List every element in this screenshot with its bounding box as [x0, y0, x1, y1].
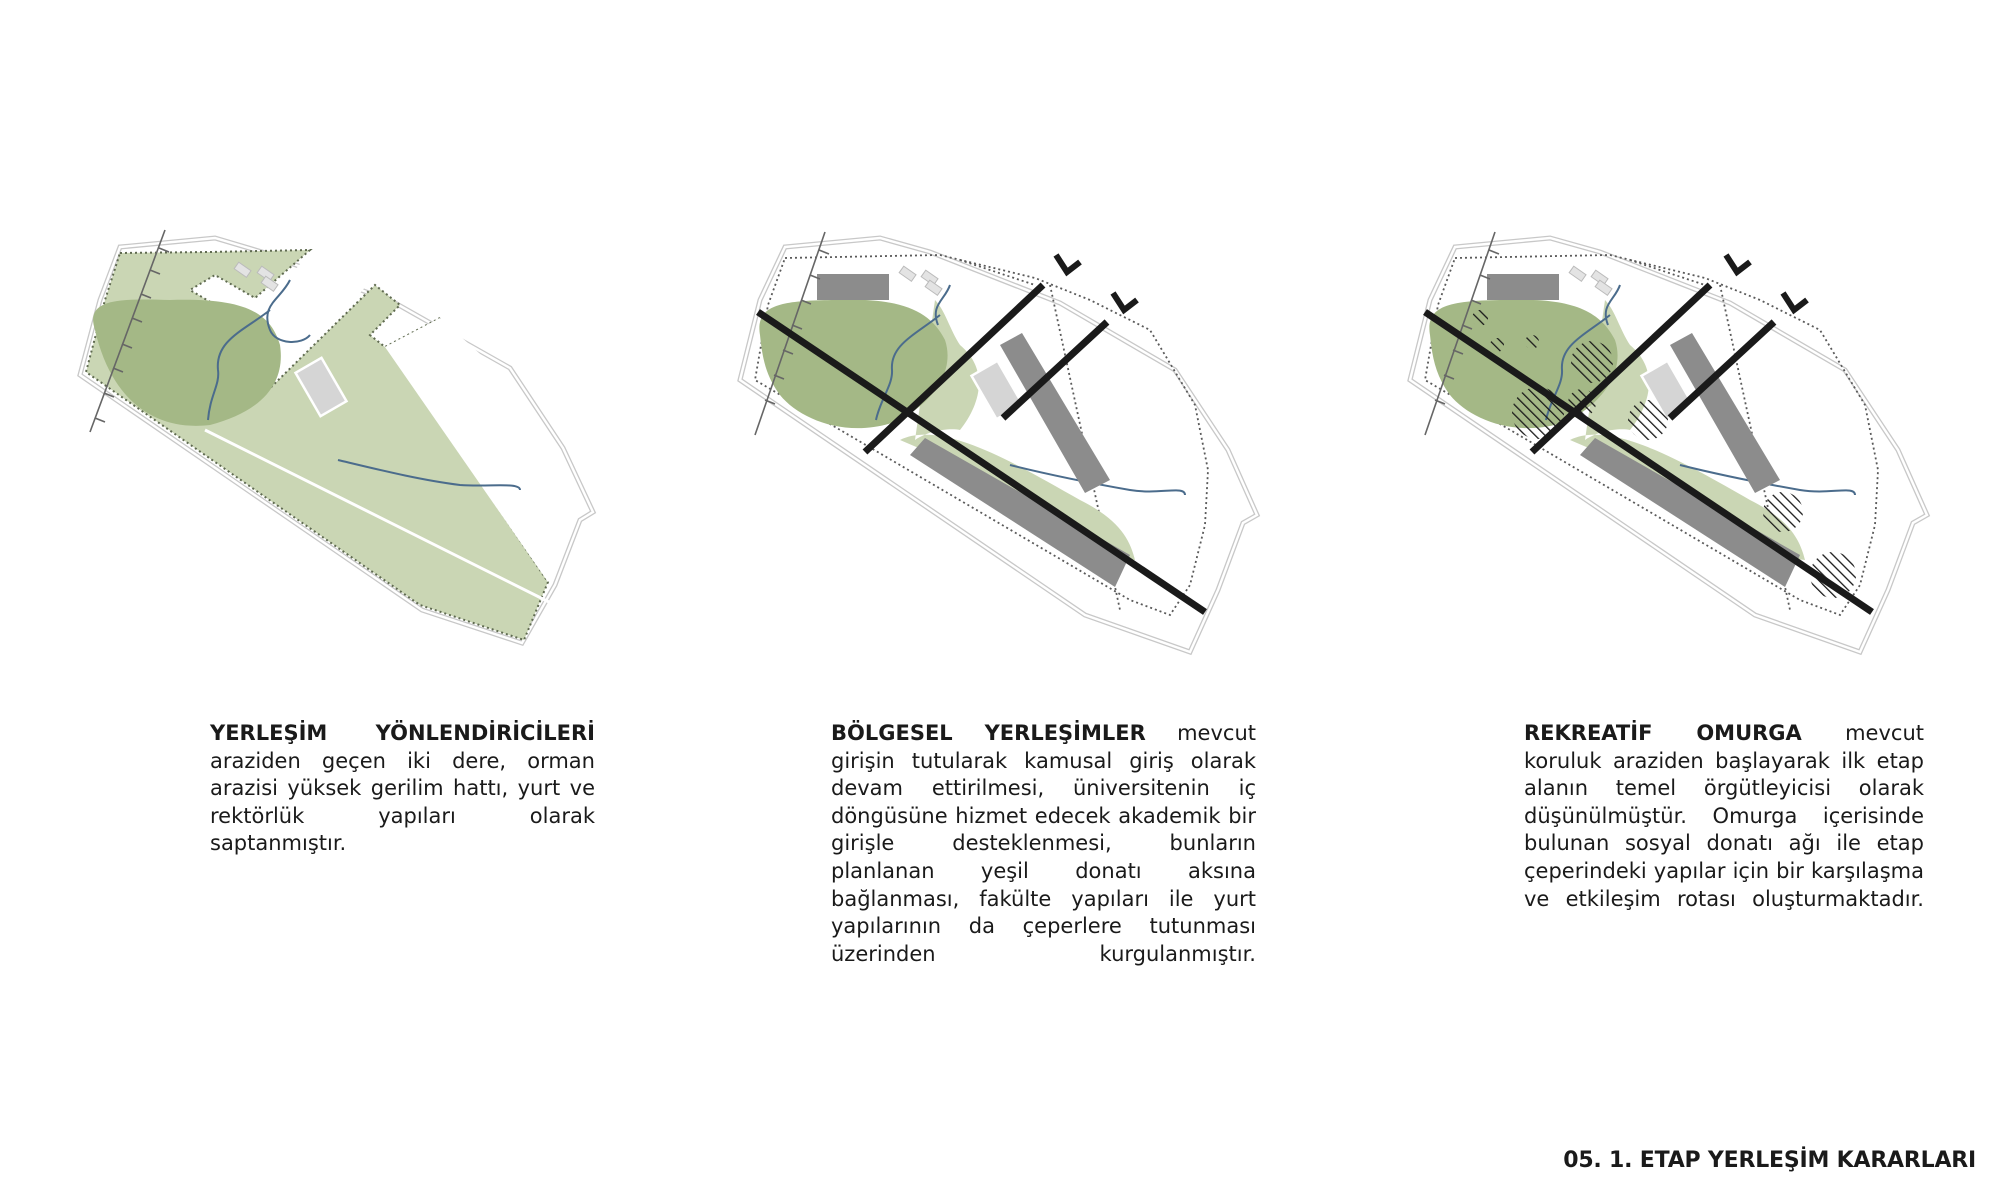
- hatch-node: [1472, 310, 1488, 326]
- caption-3-body: mevcut koruluk araziden başlayarak ilk etap alanın temel örgütleyicisi olarak düşünülmüştür. Omurga içerisinde bulunan sosyal donatı ağı ile etap çeperindeki yapılar için bir karşılaşma ve etkileşim rotası oluşturmaktadır.: [1524, 721, 1924, 911]
- dorm-block: [899, 266, 916, 281]
- entrance-marker: [1056, 255, 1080, 272]
- hatch-node: [1490, 338, 1504, 352]
- caption-1-body: araziden geçen iki dere, orman arazisi yüksek gerilim hattı, yurt ve rektörlük yapıları olarak saptanmıştır.: [210, 748, 595, 856]
- caption-3: [1524, 720, 1924, 913]
- building-north: [817, 274, 889, 300]
- forest-area: [759, 300, 947, 428]
- hatch-node: [1763, 492, 1803, 532]
- entrance-marker: [1726, 255, 1750, 272]
- entrance-marker: [1783, 293, 1807, 310]
- caption-3-title: REKREATİF OMURGA: [1524, 721, 1802, 745]
- caption-2: [831, 720, 1256, 968]
- caption-2-title: BÖLGESEL YERLEŞİMLER: [831, 721, 1146, 745]
- hatch-node: [1628, 400, 1668, 440]
- caption-1-title: YERLEŞİM YÖNLENDİRİCİLERİ: [210, 721, 595, 745]
- dorm-block: [925, 280, 942, 295]
- parcel-line: [1630, 260, 1705, 285]
- page-title: 05. 1. ETAP YERLEŞİM KARARLARI: [1563, 1148, 1976, 1173]
- hatch-node: [1525, 335, 1539, 349]
- building-north: [1487, 274, 1559, 300]
- caption-2-body: mevcut girişin tutularak kamusal giriş olarak devam ettirilmesi, üniversitenin iç döngüsüne hizmet edecek akademik bir girişle desteklenmesi, bunların planlanan yeşil donatı aksına bağlanması, fakülte yapıları ile yurt yapılarının da çeperlere tutunması üzerinden kurgulanmıştır.: [831, 721, 1256, 966]
- entrance-marker: [1113, 293, 1137, 310]
- caption-1: [210, 720, 595, 858]
- hatch-node: [1571, 341, 1613, 383]
- diagram-1: [80, 230, 593, 643]
- site-boundary: [740, 238, 1257, 652]
- parcel-line: [960, 260, 1035, 285]
- diagram-3: [1410, 232, 1927, 652]
- dorm-block: [1595, 280, 1612, 295]
- diagram-2: [740, 232, 1257, 652]
- dorm-block: [1569, 266, 1586, 281]
